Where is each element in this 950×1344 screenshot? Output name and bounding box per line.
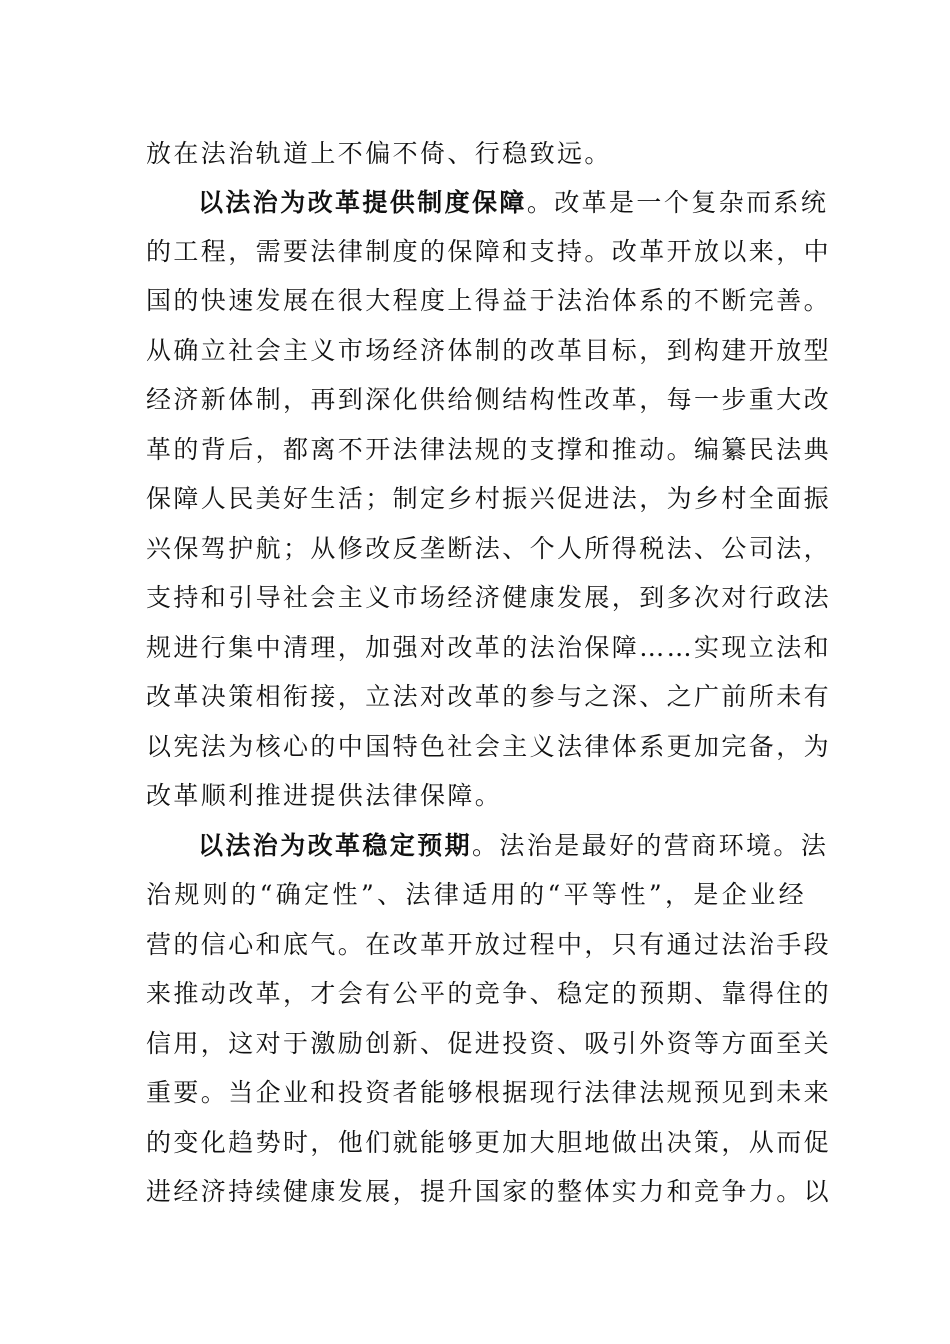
text-line: 从确立社会主义市场经济体制的改革目标，到构建开放型	[146, 336, 832, 365]
text-line: 营的信心和底气。在改革开放过程中，只有通过法治手段	[146, 930, 832, 959]
text-line: 保障人民美好生活；制定乡村振兴促进法，为乡村全面振	[146, 484, 832, 513]
paragraph-heading: 以法治为改革提供制度保障	[198, 188, 527, 217]
text-line: 支持和引导社会主义市场经济健康发展，到多次对行政法	[146, 583, 832, 612]
text-line: 经济新体制，再到深化供给侧结构性改革，每一步重大改	[146, 385, 832, 414]
text-line: 进经济持续健康发展，提升国家的整体实力和竞争力。以	[146, 1177, 832, 1206]
text-line: 改革决策相衔接，立法对改革的参与之深、之广前所未有	[146, 682, 832, 711]
text-line: 治规则的“确定性”、法律适用的“平等性”，是企业经	[146, 880, 806, 909]
text-line: 革的背后，都离不开法律法规的支撑和推动。编纂民法典	[146, 435, 832, 464]
text-line: 以宪法为核心的中国特色社会主义法律体系更加完备，为	[146, 732, 832, 761]
paragraph-first-line-text: 。法治是最好的营商环境。法	[472, 831, 829, 860]
text-line: 放在法治轨道上不偏不倚、行稳致远。	[146, 139, 612, 168]
paragraph-first-line-text: 。改革是一个复杂而系统	[526, 188, 829, 217]
paragraph-first-line	[198, 188, 829, 218]
text-line: 重要。当企业和投资者能够根据现行法律法规预见到未来	[146, 1078, 832, 1107]
text-line: 的工程，需要法律制度的保障和支持。改革开放以来，中	[146, 237, 832, 266]
text-line: 信用，这对于激励创新、促进投资、吸引外资等方面至关	[146, 1029, 832, 1058]
text-line: 的变化趋势时，他们就能够更加大胆地做出决策，从而促	[146, 1128, 832, 1157]
text-line: 规进行集中清理，加强对改革的法治保障……实现立法和	[146, 633, 832, 662]
text-line: 来推动改革，才会有公平的竞争、稳定的预期、靠得住的	[146, 979, 832, 1008]
paragraph-first-line	[198, 831, 829, 861]
text-line: 兴保驾护航；从修改反垄断法、个人所得税法、公司法，	[146, 534, 832, 563]
paragraph-heading: 以法治为改革稳定预期	[198, 831, 473, 860]
text-line: 国的快速发展在很大程度上得益于法治体系的不断完善。	[146, 286, 832, 315]
text-line: 改革顺利推进提供法律保障。	[146, 781, 503, 810]
